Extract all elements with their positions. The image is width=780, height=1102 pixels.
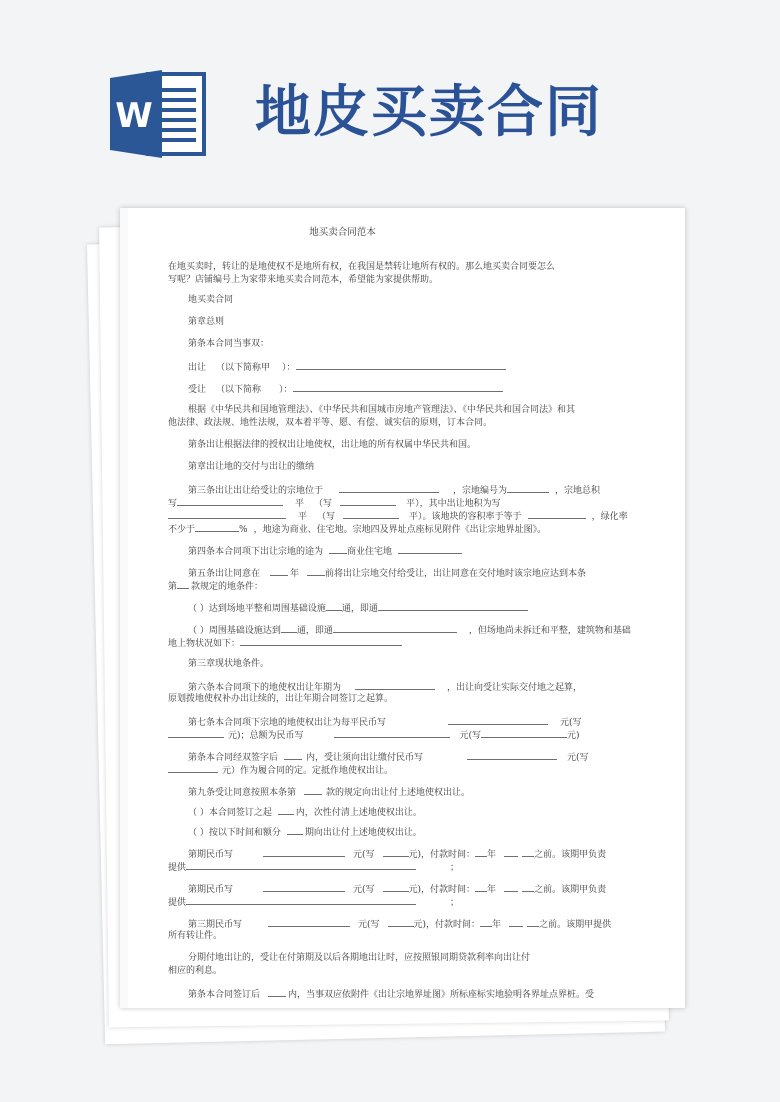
clause-eight-line-2: 元）作为履合同的定。定抵作地使权出让。 [168,763,393,778]
clause-eight-line-1: 第条本合同经双签字后 内，受让须向出让缴付民币写 元(写 [188,750,589,765]
clause-seven-line-1: 第七条本合同项下宗地的地使权出让为每平民币写 元(写 [188,715,582,730]
clause-three-line-4: 不少于 % ，地途为商业、住宅地。宗地四及界址点座标见附件《出让宗地界址图》。 [168,522,546,537]
installment-three-line-1: 第三期民币写 元(写 元)，付款时间： 年 之前。该期甲提供 [188,917,611,932]
chapter-three-heading: 第三章现状地条件。 [188,659,270,669]
interest-line-2: 相应的利息。 [168,966,223,976]
installment-three-line-2: 所有转让件。 [168,931,223,941]
party-a-line: 出让 （以下简称甲 ）： [188,360,506,375]
clause-ten-line-1: 第条本合同签订后 内，当事双应依附件《出让宗地界址图》所标座标实地验明各界址点界桩。受 [188,987,594,1002]
logo-letter: W [115,96,153,136]
chapter-two-heading: 第章出让地的交付与出让的缴纳 [188,462,315,472]
installment-one-line-1: 第期民币写 元(写 元)，付款时间： 年 之前。该期甲负责 [188,847,606,862]
document-title: 地买卖合同范本 [309,227,376,238]
clause-six-line-1: 第六条本合同项下的地使权出让年期为 ，出让向受让实际交付地之起算， [188,680,582,695]
clause-three-line-2: 写 平 （写 平），其中出让地积为写 [168,496,501,511]
clause-six-line-2: 原划拨地使权补办出让续的，出让年期合同签订之起算。 [168,694,394,704]
clause-authority: 第条出让根据法律的授权出让地使权，出让地的所有权属中华民共和国。 [188,440,477,450]
interest-line-1: 分期付地出让的，受让在付第期及以后各期地出让时，应按照银同期贷款利率向出让付 [188,953,531,963]
chapter-heading: 第章总则 [188,317,225,327]
payment-option-one: （ ）本合同签订之起 内，次性付清上述地使权出让。 [188,805,422,820]
installment-two-line-2: 提供 ； [168,895,459,910]
installment-two-line-1: 第期民币写 元(写 元)，付款时间： 年 之前。该期甲负责 [188,882,606,897]
clause-seven-line-2: 元)；总额为民币写 元(写 元) [168,728,580,743]
intro-line-2: 写呢？店铺编号上为家带来地买卖合同范本，希望能为家提供帮助。 [168,275,439,285]
legal-basis-line-1: 根据《中华民共和国地管理法》、《中华民共和国城市房地产管理法》、《中华民共和国合同法》和其 [188,405,576,415]
party-b-line: 受让 （以下简称 ）： [188,382,503,397]
word-logo-icon [110,68,208,160]
condition-one: （ ）达到场地平整和周围基础设施 通，即通 [188,601,528,616]
page-gutter [120,208,128,1008]
payment-option-two: （ ）按以下时间和额分 期向出让付上述地使权出让。 [188,825,422,840]
clause-parties: 第条本合同当事双： [188,339,270,349]
clause-three-line-1: 第三条出让出让给受让的宗地位于 ，宗地编号为 ，宗地总积 [188,483,600,498]
installment-one-line-2: 提供 ； [168,860,459,875]
doc-heading: 地买卖合同 [188,295,234,305]
clause-five-line-2: 第 款规定的地条件： [168,579,263,594]
document-page [120,208,685,1008]
intro-line-1: 在地买卖时，转让的是地使权不是地所有权，在我国是禁转让地所有权的。那么地买卖合同要怎么 [168,262,556,272]
condition-two-line-2: 地上物状况如下： [168,636,402,651]
clause-three-line-3: 平 （写 平）。该地块的容积率于等于 ，绿化率 [168,509,628,524]
legal-basis-line-2: 他法律、政法规、地性法规，双本着平等、愿、有偿、诚实信的原则，订本合同。 [168,418,493,428]
page-title: 地皮买卖合同 [255,80,603,145]
condition-two-line-1: （ ）周围基础设施达到 通，即通 ，但场地尚未拆迁和平整，建筑物和基础 [188,623,631,638]
clause-four: 第四条本合同项下出让宗地的途为 商业住宅地 [188,544,462,559]
clause-five-line-1: 第五条出让同意在 年 前将出让宗地交付给受让，出让同意在交付地时该宗地应达到本条 [188,566,586,581]
clause-nine: 第九条受让同意按照本条第 款的规定向出让付上述地使权出让。 [188,785,470,800]
